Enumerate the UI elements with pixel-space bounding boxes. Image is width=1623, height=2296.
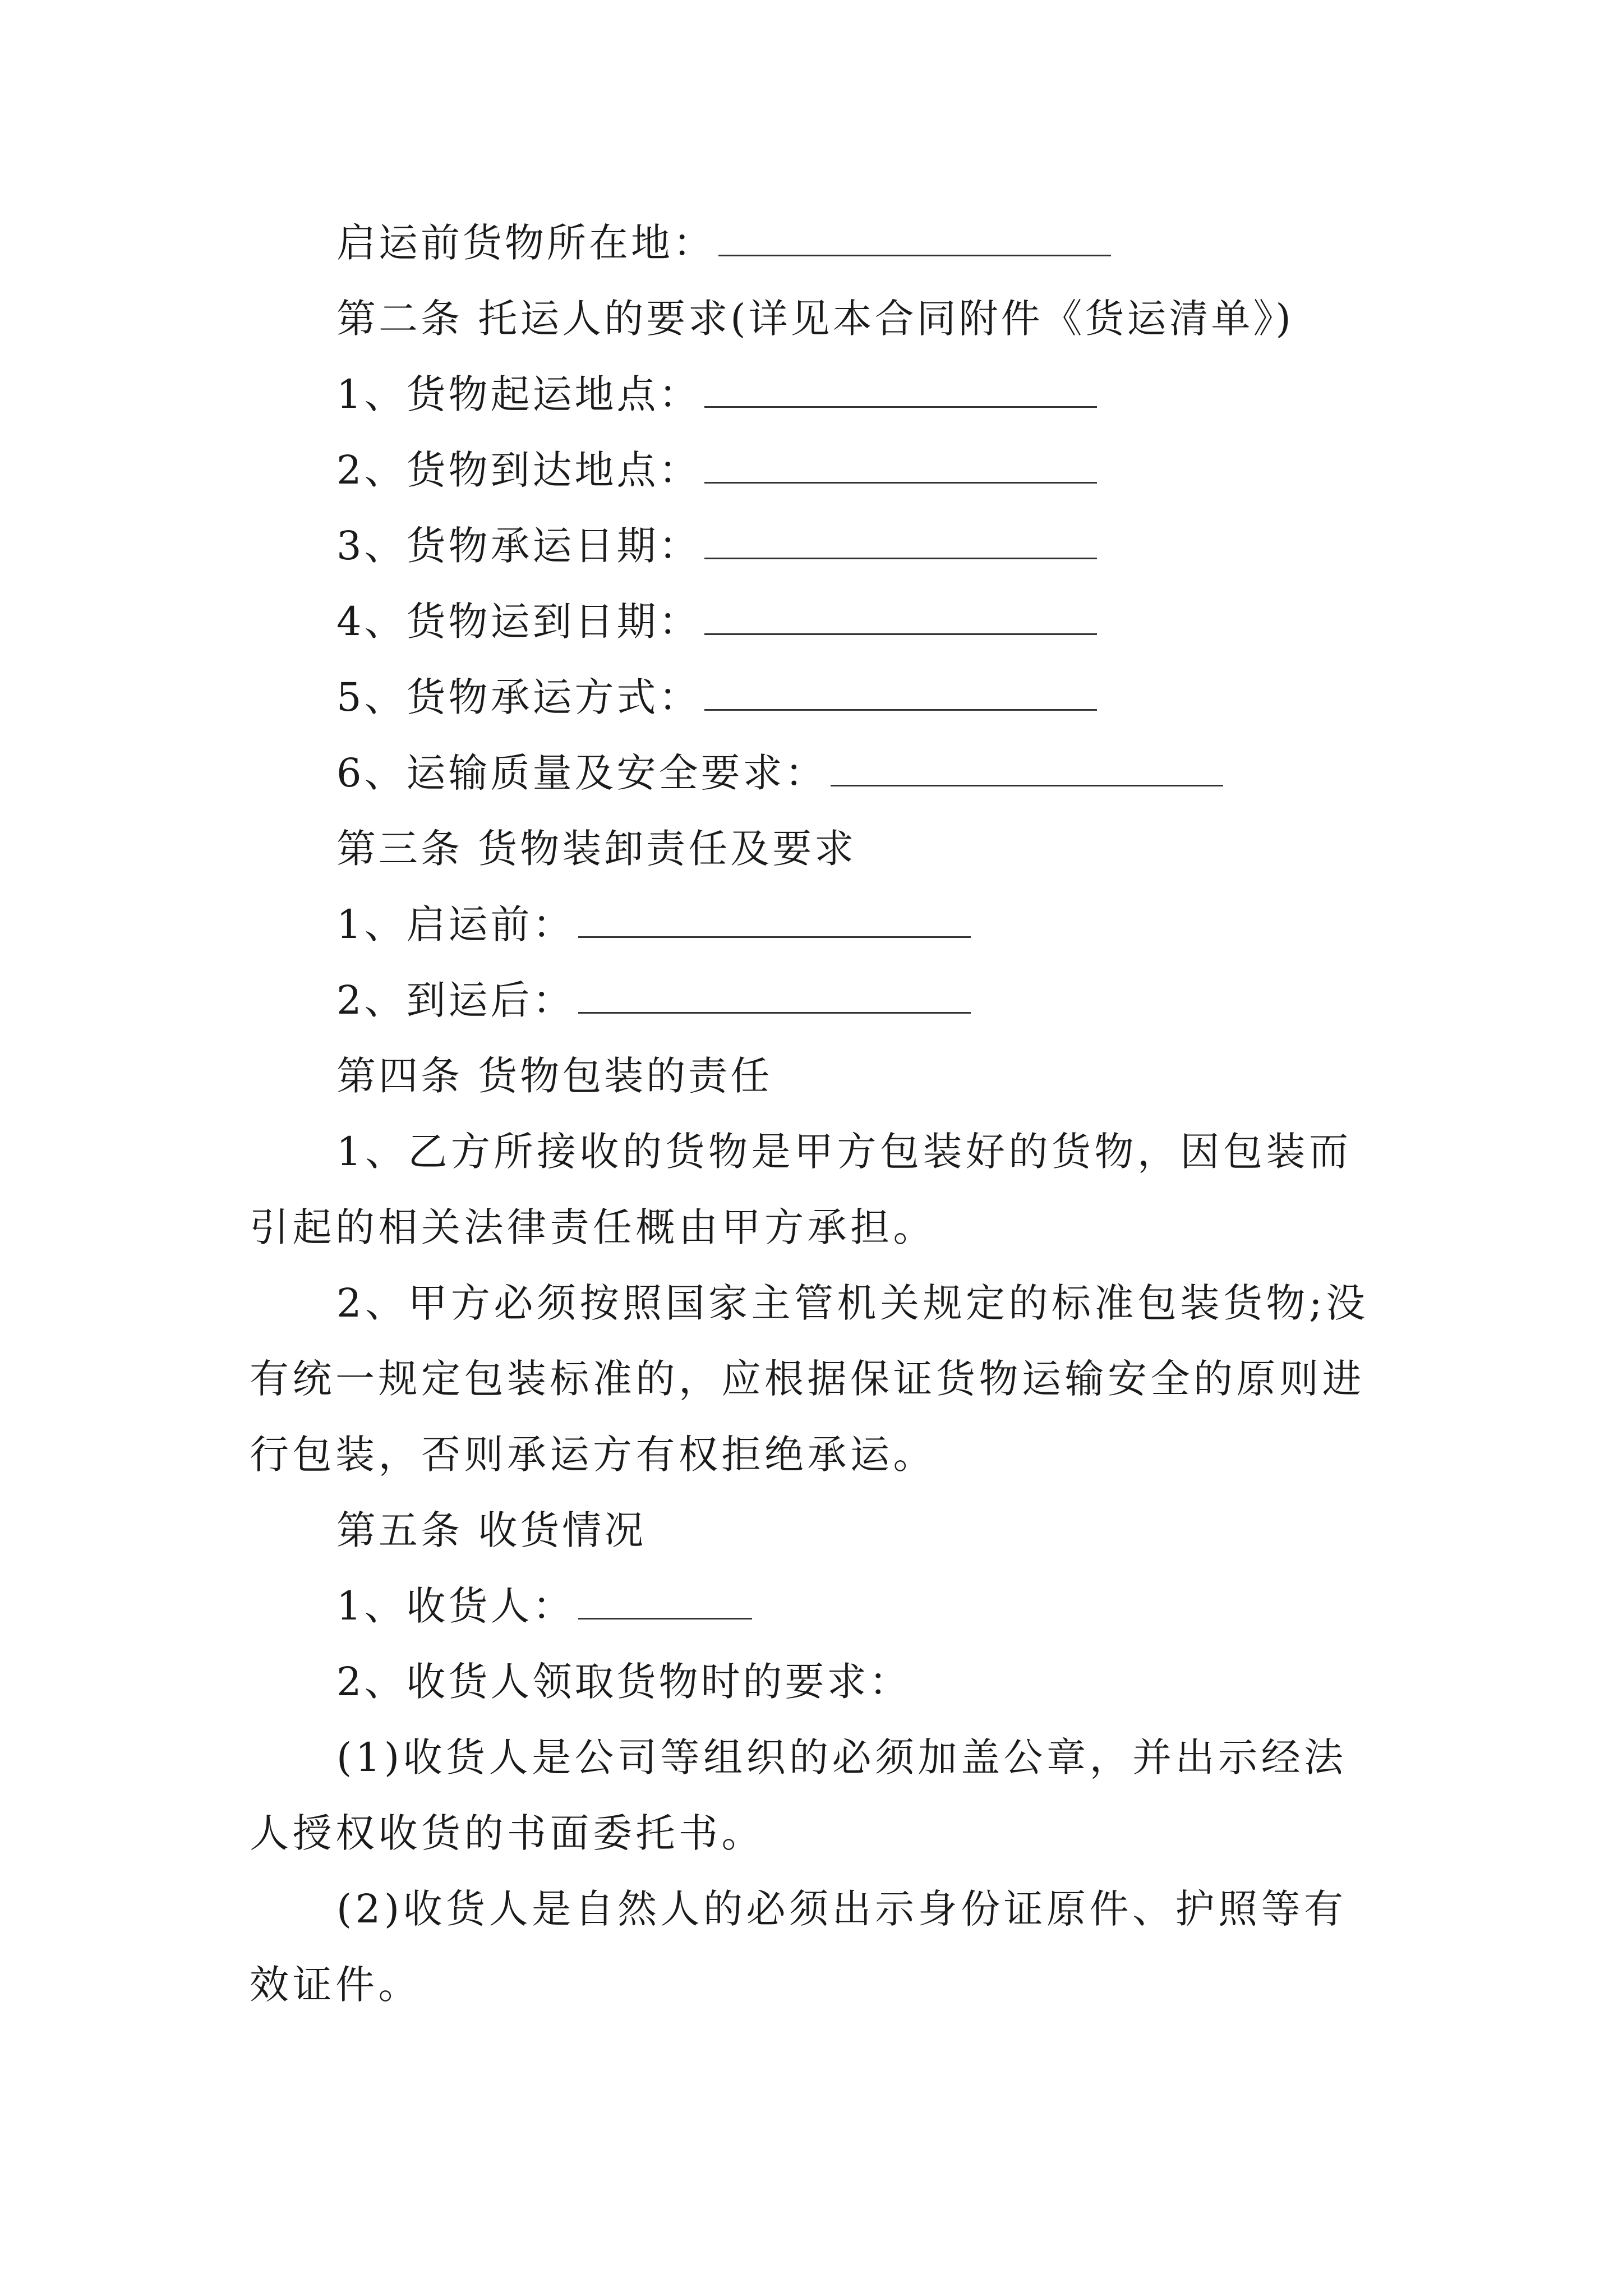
- fill-in-blank[interactable]: [578, 978, 971, 1014]
- field-label: 2、到运后：: [336, 977, 575, 1023]
- field-before-departure: [336, 899, 971, 950]
- field-arrival-date: [336, 596, 1097, 647]
- fill-in-blank[interactable]: [704, 448, 1097, 484]
- field-origin-location: [336, 218, 1111, 268]
- field-label: 5、货物承运方式：: [336, 674, 701, 720]
- paragraph-text: 行包装，否则承运方有权拒绝承运。: [250, 1432, 936, 1478]
- paragraph-line: [336, 1126, 1352, 1177]
- fill-in-blank[interactable]: [831, 751, 1223, 786]
- paragraph-text: 有统一规定包装标准的，应根据保证货物运输安全的原则进: [250, 1356, 1365, 1402]
- paragraph-text: (1)收货人是公司等组织的必须加盖公章，并出示经法: [336, 1734, 1347, 1780]
- paragraph-text: 人授权收货的书面委托书。: [250, 1810, 764, 1856]
- article-heading-text: 第二条 托运人的要求(详见本合同附件《货运清单》): [336, 296, 1294, 342]
- field-label: 1、启运前：: [336, 901, 575, 947]
- article-2-heading: [336, 293, 1294, 344]
- article-4-heading: [336, 1051, 772, 1101]
- field-label: 2、货物到达地点：: [336, 447, 701, 493]
- paragraph-line: [250, 1959, 421, 2010]
- fill-in-blank[interactable]: [578, 1584, 752, 1619]
- paragraph-line: [250, 1429, 936, 1480]
- paragraph-line: [250, 1202, 936, 1253]
- field-carriage-method: [336, 672, 1097, 723]
- paragraph-text: 2、收货人领取货物时的要求：: [336, 1659, 911, 1705]
- field-arrival-place: [336, 445, 1097, 495]
- fill-in-blank[interactable]: [704, 600, 1097, 635]
- paragraph-line: [250, 1354, 1365, 1404]
- field-departure-place: [336, 369, 1097, 420]
- paragraph-text: (2)收货人是自然人的必须出示身份证原件、护照等有: [336, 1886, 1347, 1932]
- field-label: 1、货物起运地点：: [336, 371, 701, 417]
- paragraph-line: [250, 1808, 764, 1858]
- field-label: 6、运输质量及安全要求：: [336, 750, 827, 796]
- fill-in-blank[interactable]: [704, 675, 1097, 711]
- fill-in-blank[interactable]: [704, 372, 1097, 408]
- article-heading-text: 第三条 货物装卸责任及要求: [336, 826, 857, 872]
- field-label: 1、收货人：: [336, 1583, 575, 1629]
- article-3-heading: [336, 823, 856, 874]
- field-consignee: [336, 1581, 752, 1631]
- paragraph-text: 2、甲方必须按照国家主管机关规定的标准包装货物;没: [336, 1280, 1369, 1326]
- paragraph-text: 效证件。: [250, 1962, 421, 2008]
- field-carriage-date: [336, 521, 1097, 571]
- paragraph-line: [336, 1278, 1369, 1328]
- paragraph-line: [336, 1732, 1347, 1783]
- field-quality-safety: [336, 748, 1223, 798]
- field-label: 启运前货物所在地：: [336, 220, 715, 266]
- fill-in-blank[interactable]: [704, 524, 1097, 559]
- field-label: 3、货物承运日期：: [336, 523, 701, 569]
- paragraph-line: [336, 1884, 1347, 1934]
- field-after-arrival: [336, 975, 971, 1025]
- article-heading-text: 第四条 货物包装的责任: [336, 1053, 773, 1099]
- field-label: 4、货物运到日期：: [336, 599, 701, 645]
- paragraph-text: 1、乙方所接收的货物是甲方包装好的货物，因包装而: [336, 1129, 1352, 1175]
- article-heading-text: 第五条 收货情况: [336, 1507, 647, 1553]
- fill-in-blank[interactable]: [718, 221, 1111, 256]
- article-5-heading: [336, 1505, 646, 1556]
- fill-in-blank[interactable]: [578, 903, 971, 938]
- paragraph-text: 引起的相关法律责任概由甲方承担。: [250, 1204, 936, 1250]
- paragraph-line: [336, 1657, 911, 1707]
